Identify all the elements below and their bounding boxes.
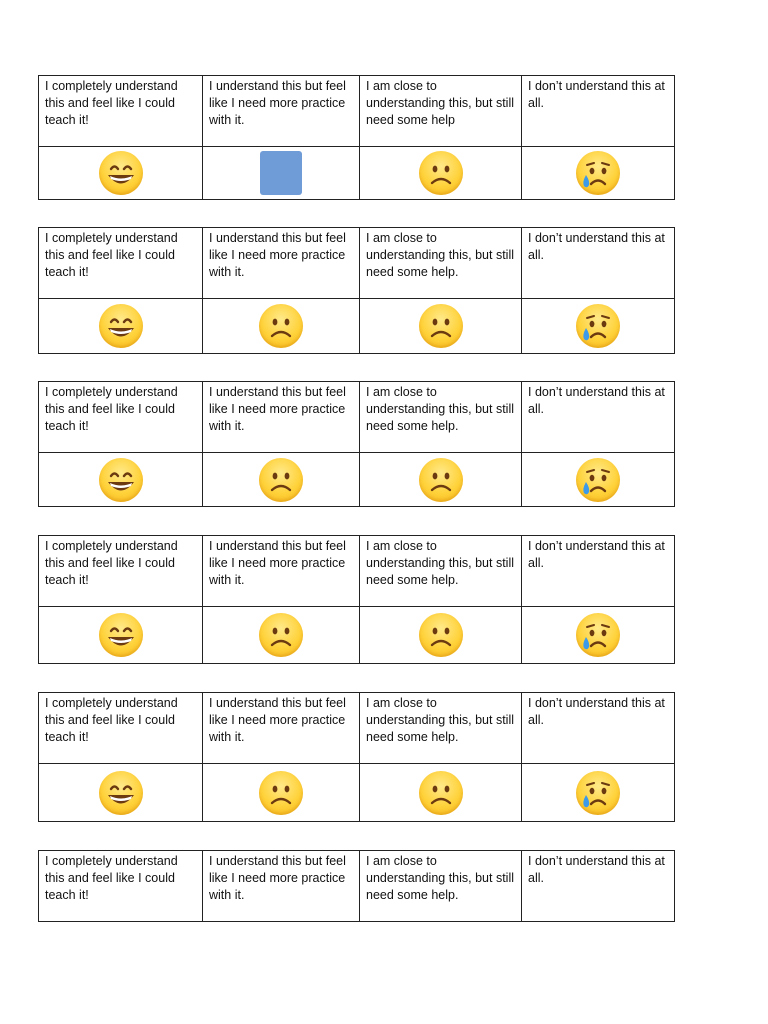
frowning-face-icon [259,771,303,815]
grinning-face-icon [99,151,143,195]
grinning-face-icon [99,304,143,348]
grinning-face-icon [99,613,143,657]
crying-face-icon [576,151,620,195]
frowning-face-icon [419,304,463,348]
frowning-face-icon [419,771,463,815]
self-assessment-card-3 [38,381,675,507]
label-need-practice: I understand this but feel like I need more practice with it. [203,228,360,299]
crying-face-icon [576,613,620,657]
label-dont-understand: I don’t understand this at all. [522,228,675,299]
self-assessment-card-2 [38,227,675,354]
label-understand-completely: I completely understand this and feel like I could teach it! [39,228,203,299]
label-dont-understand: I don’t understand this at all. [522,536,675,607]
self-assessment-card-1 [38,75,675,200]
crying-face-icon [576,771,620,815]
label-need-practice: I understand this but feel like I need more practice with it. [203,693,360,764]
frowning-face-icon [419,613,463,657]
label-dont-understand: I don’t understand this at all. [522,382,675,453]
grinning-face-icon [99,771,143,815]
label-dont-understand: I don’t understand this at all. [522,851,675,922]
label-dont-understand: I don’t understand this at all. [522,693,675,764]
self-assessment-card-4 [38,535,675,664]
label-need-practice: I understand this but feel like I need more practice with it. [203,536,360,607]
frowning-face-icon [259,304,303,348]
label-need-practice: I understand this but feel like I need more practice with it. [203,851,360,922]
label-need-practice: I understand this but feel like I need more practice with it. [203,382,360,453]
label-understand-completely: I completely understand this and feel like I could teach it! [39,693,203,764]
label-understand-completely: I completely understand this and feel like I could teach it! [39,536,203,607]
label-need-practice: I understand this but feel like I need more practice with it. [203,76,360,147]
label-dont-understand: I don’t understand this at all. [522,76,675,147]
self-assessment-card-5 [38,692,675,822]
label-close-to-understanding: I am close to understanding this, but still need some help. [360,693,522,764]
frowning-face-icon [419,458,463,502]
label-close-to-understanding: I am close to understanding this, but still need some help. [360,851,522,922]
frowning-face-icon [419,151,463,195]
crying-face-icon [576,458,620,502]
label-understand-completely: I completely understand this and feel like I could teach it! [39,76,203,147]
crying-face-icon [576,304,620,348]
blue-square-shape [260,151,302,195]
label-close-to-understanding: I am close to understanding this, but still need some help [360,76,522,147]
label-close-to-understanding: I am close to understanding this, but still need some help. [360,382,522,453]
grinning-face-icon [99,458,143,502]
frowning-face-icon [259,458,303,502]
label-close-to-understanding: I am close to understanding this, but still need some help. [360,228,522,299]
label-understand-completely: I completely understand this and feel like I could teach it! [39,851,203,922]
label-close-to-understanding: I am close to understanding this, but still need some help. [360,536,522,607]
frowning-face-icon [259,613,303,657]
label-understand-completely: I completely understand this and feel like I could teach it! [39,382,203,453]
self-assessment-card-6 [38,850,675,922]
